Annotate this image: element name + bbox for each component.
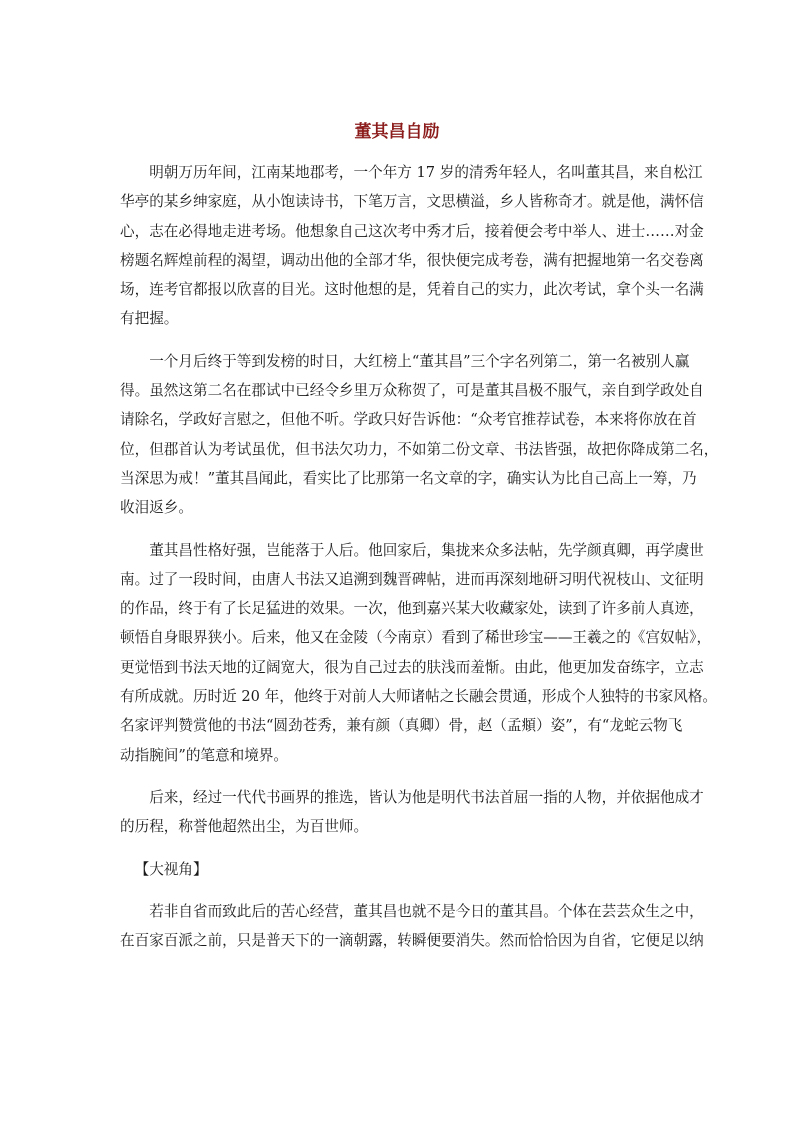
text-line: 华亭的某乡绅家庭，从小饱读诗书，下笔万言，文思横溢，乡人皆称奇才。就是他，满怀信: [120, 193, 704, 211]
text-line: 更觉悟到书法天地的辽阔宽大，很为自己过去的肤浅而羞惭。由此，他更加发奋练字，立志: [120, 658, 704, 676]
text-line: 收泪返乡。: [120, 499, 193, 517]
text-line: 的历程，称誉他超然出尘，为百世师。: [120, 818, 369, 836]
text-line: 心，志在必得地走进考场。他想象自己这次考中秀才后，接着便会考中举人、进士……对金: [120, 222, 704, 240]
text-line: 有把握。: [120, 310, 179, 328]
paragraph-2: [120, 347, 719, 523]
text-line: 动指腕间”的笔意和境界。: [120, 746, 288, 764]
closing-paragraph: [120, 897, 704, 956]
text-line: 后来，经过一代代书画界的推选，皆认为他是明代书法首屈一指的人物，并依据他成才: [149, 788, 704, 806]
text-line: 南。过了一段时间，由唐人书法又追溯到魏晋碑帖，进而再深刻地研习明代祝枝山、文征明: [120, 570, 704, 588]
paragraph-4: [120, 783, 704, 842]
text-line: 当深思为戒！”董其昌闻此，看实比了比那第一名文章的字，确实认为比自己高上一筹，乃: [120, 469, 697, 487]
text-line: 榜题名辉煌前程的渴望，调动出他的全部才华，很快便完成考卷，满有把握地第一名交卷离: [120, 251, 704, 269]
text-line: 董其昌性格好强，岂能落于人后。他回家后，集拢来众多法帖，先学颜真卿，再学虞世: [149, 541, 704, 559]
text-line: 得。虽然这第二名在郡试中已经令乡里万众称贺了，可是董其昌极不服气，亲自到学政处自: [120, 382, 704, 400]
text-line: 名家评判赞赏他的书法“圆劲苍秀，兼有颜（真卿）骨，赵（孟頫）姿”，有“龙蛇云物飞: [120, 717, 683, 735]
text-line: 的作品，终于有了长足猛进的效果。一次，他到嘉兴某大收藏家处，读到了许多前人真迹，: [120, 600, 704, 618]
paragraph-3: [120, 536, 718, 770]
text-line: 若非自省而致此后的苦心经营，董其昌也就不是今日的董其昌。个体在芸芸众生之中，: [149, 902, 704, 920]
page-title: 董其昌自励: [354, 122, 440, 142]
section-label: 【大视角】: [134, 860, 208, 878]
text-line: 顿悟自身眼界狭小。后来，他又在金陵（今南京）看到了稀世珍宝——王羲之的《宫奴帖》，: [120, 629, 712, 647]
text-line: 明朝万历年间，江南某地郡考，一个年方 17 岁的清秀年轻人，名叫董其昌，来自松江: [149, 164, 703, 181]
text-line: 一个月后终于等到发榜的时日，大红榜上“董其昌”三个字名列第二，第一名被别人赢: [149, 352, 690, 370]
text-line: 位，但郡首认为考试虽优，但书法欠功力，不如第二份文章、书法皆强，故把你降成第二名，: [120, 440, 719, 458]
text-line: 场，连考官都报以欣喜的目光。这时他想的是，凭着自己的实力，此次考试，拿个头一名满: [120, 281, 704, 299]
document-body: [120, 158, 719, 969]
text-line: 有所成就。历时近 20 年，他终于对前人大师诸帖之长融会贯通，形成个人独特的书家风格。: [120, 688, 718, 706]
text-line: 请除名，学政好言慰之，但他不听。学政只好告诉他：“众考官推荐试卷，本来将你放在首: [120, 411, 697, 429]
text-line: 在百家百派之前，只是普天下的一滴朝露，转瞬便要消失。然而恰恰因为自省，它便足以纳: [120, 932, 704, 950]
paragraph-1: [120, 158, 704, 334]
